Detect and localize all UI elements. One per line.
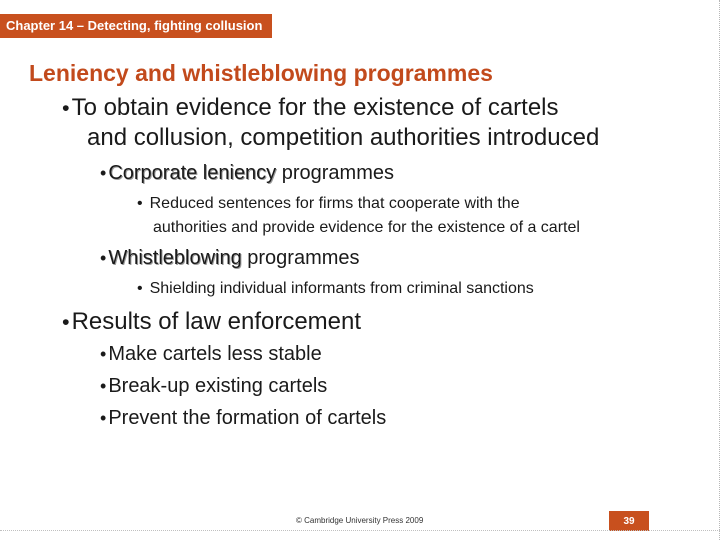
bullet-text: programmes	[241, 247, 360, 269]
bullet-icon: •	[100, 248, 107, 268]
detail-reduced-sentences	[137, 195, 520, 213]
chapter-tab: Chapter 14 – Detecting, fighting collusion	[0, 14, 272, 38]
sub-bullet-prevent-formation	[100, 407, 386, 430]
emphasis-text: Whistleblowing	[108, 247, 242, 269]
bullet-results-law-enforcement	[62, 308, 361, 336]
page-number: 39	[609, 511, 649, 531]
bullet-icon: •	[100, 408, 107, 428]
bullet-icon: •	[62, 309, 70, 334]
bullet-icon: •	[62, 95, 70, 120]
sub-bullet-less-stable	[100, 343, 322, 366]
bullet-obtain-evidence-cont: and collusion, competition authorities introduced	[87, 124, 600, 151]
bullet-text: Prevent the formation of cartels	[108, 407, 387, 429]
detail-shielding	[137, 280, 534, 298]
bullet-text: Shielding individual informants from criminal sanctions	[149, 280, 534, 297]
bullet-icon: •	[137, 195, 143, 212]
sub-bullet-break-up	[100, 375, 327, 398]
bullet-icon: •	[100, 376, 107, 396]
bullet-icon: •	[137, 280, 143, 297]
bullet-text: Break-up existing cartels	[108, 375, 328, 397]
bullet-obtain-evidence	[62, 94, 559, 122]
detail-reduced-sentences-cont: authorities and provide evidence for the existence of a cartel	[153, 219, 580, 236]
footer-divider	[0, 530, 720, 531]
bullet-icon: •	[100, 344, 107, 364]
bullet-text: Results of law enforcement	[71, 308, 362, 335]
bullet-text: Make cartels less stable	[108, 343, 322, 365]
slide-title: Leniency and whistleblowing programmes	[29, 60, 493, 86]
footer-copyright: © Cambridge University Press 2009	[296, 516, 424, 525]
bullet-icon: •	[100, 163, 107, 183]
sub-bullet-corporate-leniency	[100, 162, 394, 185]
bullet-text: programmes	[276, 162, 394, 184]
emphasis-text: Corporate leniency	[108, 162, 277, 184]
bullet-text: To obtain evidence for the existence of cartels	[71, 94, 559, 121]
bullet-text: Reduced sentences for firms that cooperate with the	[149, 195, 520, 212]
sub-bullet-whistleblowing	[100, 247, 360, 270]
